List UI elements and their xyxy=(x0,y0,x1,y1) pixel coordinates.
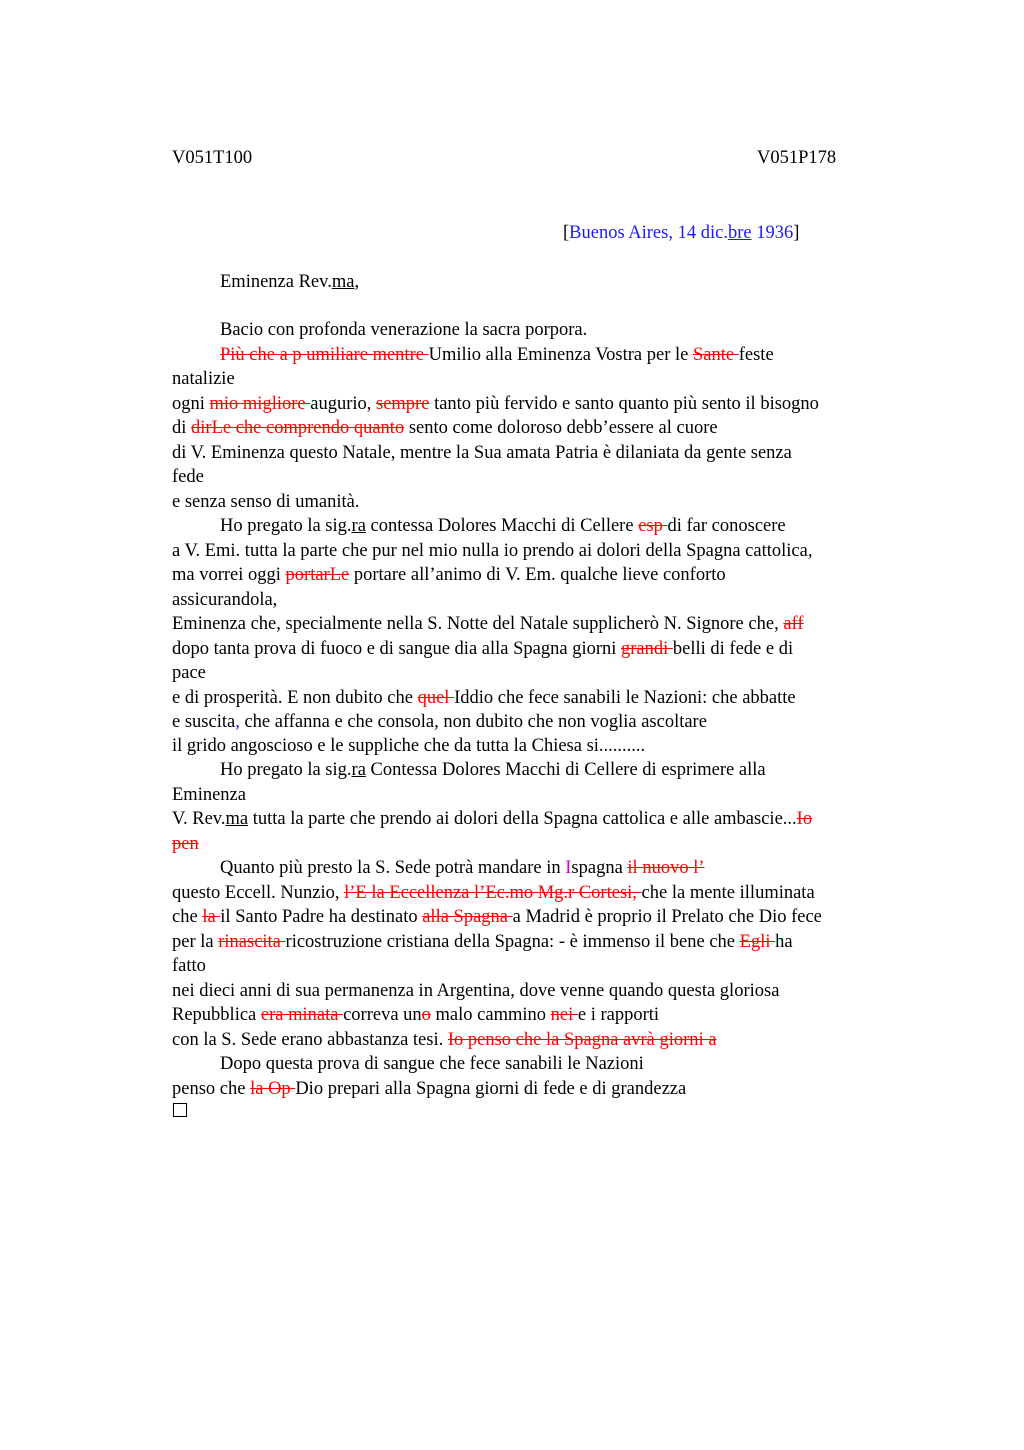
line-text: portare all’animo di V. Em. qualche lieve conforto xyxy=(349,565,726,585)
letter-line xyxy=(172,979,779,1003)
line-text: con la S. Sede erano abbastanza tesi. xyxy=(172,1030,448,1050)
salutation xyxy=(220,270,359,294)
letter-line xyxy=(172,930,793,954)
letter-line xyxy=(172,1028,717,1052)
deleted-text: Più che a p umiliare mentre xyxy=(220,345,429,365)
letter-line xyxy=(172,490,360,514)
line-text: natalizie xyxy=(172,369,235,389)
letter-line xyxy=(172,612,804,636)
line-text: assicurandola, xyxy=(172,590,278,610)
line-text: Umilio alla Eminenza Vostra per le xyxy=(428,345,693,365)
deleted-text: la xyxy=(202,907,221,927)
letter-line xyxy=(172,416,718,440)
letter-line xyxy=(172,832,199,856)
letter-line xyxy=(172,734,645,758)
deleted-text: o xyxy=(421,1005,431,1025)
letter-line xyxy=(220,856,705,880)
letter-line xyxy=(172,1077,686,1101)
deleted-text: il nuovo l’ xyxy=(627,858,705,878)
line-text: Ho pregato la sig. xyxy=(220,516,352,536)
end-marker-box xyxy=(173,1103,187,1117)
line-text: Quanto più presto la S. Sede potrà mandare in xyxy=(220,858,566,878)
line-text: correva un xyxy=(343,1005,422,1025)
deleted-text: la Op xyxy=(250,1079,296,1099)
line-text: il grido angoscioso e le suppliche che da tutta la Chiesa si.......... xyxy=(172,736,646,756)
line-text: Ho pregato la sig. xyxy=(220,760,352,780)
line-text: di V. Eminenza questo Natale, mentre la Sua amata Patria è dilaniata da gente senza xyxy=(172,443,792,463)
letter-line xyxy=(172,539,812,563)
letter-line xyxy=(172,637,793,661)
line-text: che affanna e che consola, non dubito che non voglia ascoltare xyxy=(239,712,707,732)
line-text: ra xyxy=(351,760,366,780)
header-right-code: V051P178 xyxy=(757,148,837,168)
line-text: nei dieci anni di sua permanenza in Argentina, dove venne quando questa gloriosa xyxy=(172,981,780,1001)
dateline-superscript: bre xyxy=(727,223,752,243)
line-text: , xyxy=(235,712,240,732)
deleted-text: nei xyxy=(550,1005,578,1025)
line-text: fatto xyxy=(172,956,206,976)
line-text: sento come doloroso debb’essere al cuore xyxy=(404,418,718,438)
letter-line xyxy=(172,881,815,905)
letter-line xyxy=(220,343,774,367)
letter-line xyxy=(172,783,246,807)
deleted-text: sempre xyxy=(376,394,430,414)
line-text: Dio prepari alla Spagna giorni di fede e di grandezza xyxy=(295,1079,687,1099)
letter-line xyxy=(172,686,796,710)
deleted-text: quel xyxy=(417,688,455,708)
line-text: che xyxy=(172,907,203,927)
line-text: di far conoscere xyxy=(667,516,786,536)
letter-line xyxy=(172,905,822,929)
deleted-text: grandi xyxy=(621,639,673,659)
deleted-text: l’E la Eccellenza l’Ec.mo Mg.r Cortesi, xyxy=(344,883,642,903)
line-text: tanto più fervido e santo quanto più sento il bisogno xyxy=(429,394,819,414)
line-text: ma xyxy=(225,809,249,829)
line-text: e di prosperità. E non dubito che xyxy=(172,688,418,708)
deleted-text: alla Spagna xyxy=(422,907,513,927)
letter-line xyxy=(220,1052,644,1076)
deleted-text: mio migliore xyxy=(209,394,311,414)
line-text: ricostruzione cristiana della Spagna: - è immenso il bene che xyxy=(285,932,740,952)
line-text: penso che xyxy=(172,1079,251,1099)
deleted-text: era minata xyxy=(260,1005,344,1025)
letter-line xyxy=(172,710,707,734)
line-text: Dopo questa prova di sangue che fece sanabili le Nazioni xyxy=(220,1054,644,1074)
line-text: V. Rev. xyxy=(172,809,226,829)
line-text: ra xyxy=(351,516,366,536)
line-text: spagna xyxy=(571,858,628,878)
dateline-open-bracket: [ xyxy=(563,223,570,243)
letter-line xyxy=(172,588,277,612)
line-text: e suscita xyxy=(172,712,236,732)
dateline-year: 1936 xyxy=(751,223,794,243)
line-text: e i rapporti xyxy=(577,1005,660,1025)
line-text: ogni xyxy=(172,394,210,414)
line-text: per la xyxy=(172,932,219,952)
dateline xyxy=(563,221,799,245)
letter-line xyxy=(172,441,792,465)
salutation-text: Eminenza Rev. xyxy=(220,272,332,292)
line-text: questo Eccell. Nunzio, xyxy=(172,883,345,903)
line-text: tutta la parte che prendo ai dolori della Spagna cattolica e alle ambascie... xyxy=(248,809,797,829)
line-text: pace xyxy=(172,663,206,683)
letter-line xyxy=(172,1003,659,1027)
line-text: di xyxy=(172,418,192,438)
letter-line xyxy=(172,563,726,587)
letter-line xyxy=(172,807,812,831)
dateline-place-date: Buenos Aires, 14 dic. xyxy=(569,223,728,243)
line-text: Contessa Dolores Macchi di Cellere di esprimere alla xyxy=(365,760,766,780)
line-text: a V. Emi. tutta la parte che pur nel mio nulla io prendo ai dolori della Spagna cattolica, xyxy=(172,541,813,561)
deleted-text: Io penso che la Spagna avrà giorni a xyxy=(447,1030,717,1050)
line-text: il Santo Padre ha destinato xyxy=(220,907,423,927)
line-text: Eminenza che, specialmente nella S. Notte del Natale supplicherò N. Signore che, xyxy=(172,614,784,634)
line-text: Bacio con profonda venerazione la sacra porpora. xyxy=(220,320,588,340)
line-text: contessa Dolores Macchi di Cellere xyxy=(365,516,639,536)
salutation-comma: , xyxy=(354,272,360,292)
line-text: ma vorrei oggi xyxy=(172,565,286,585)
deleted-text: Io xyxy=(796,809,813,829)
header-left-code: V051T100 xyxy=(172,148,253,168)
letter-line xyxy=(172,661,206,685)
line-text: fede xyxy=(172,467,204,487)
letter-line xyxy=(220,318,587,342)
line-text: Eminenza xyxy=(172,785,246,805)
deleted-text: pen xyxy=(172,834,199,854)
line-text: feste xyxy=(738,345,774,365)
deleted-text: rinascita xyxy=(218,932,286,952)
line-text: Iddio che fece sanabili le Nazioni: che abbatte xyxy=(454,688,796,708)
deleted-text: dirLe che comprendo quanto xyxy=(191,418,405,438)
salutation-superscript: ma xyxy=(331,272,355,292)
letter-line xyxy=(172,392,819,416)
deleted-text: portarLe xyxy=(285,565,350,585)
letter-line xyxy=(172,954,206,978)
line-text: e senza senso di umanità. xyxy=(172,492,360,512)
letter-line xyxy=(172,465,204,489)
deleted-text: esp xyxy=(638,516,668,536)
deleted-text: Sante xyxy=(693,345,739,365)
letter-line xyxy=(220,514,786,538)
line-text: ha xyxy=(775,932,793,952)
letter-line xyxy=(172,367,235,391)
deleted-text: aff xyxy=(783,614,804,634)
line-text: belli di fede e di xyxy=(672,639,794,659)
line-text: augurio, xyxy=(310,394,376,414)
line-text: a Madrid è proprio il Prelato che Dio fece xyxy=(512,907,822,927)
dateline-close-bracket: ] xyxy=(793,223,800,243)
line-text: I xyxy=(565,858,572,878)
line-text: dopo tanta prova di fuoco e di sangue dia alla Spagna giorni xyxy=(172,639,622,659)
letter-line xyxy=(220,758,766,782)
line-text: Repubblica xyxy=(172,1005,261,1025)
line-text: che la mente illuminata xyxy=(641,883,815,903)
deleted-text: Egli xyxy=(739,932,776,952)
line-text: malo cammino xyxy=(430,1005,551,1025)
